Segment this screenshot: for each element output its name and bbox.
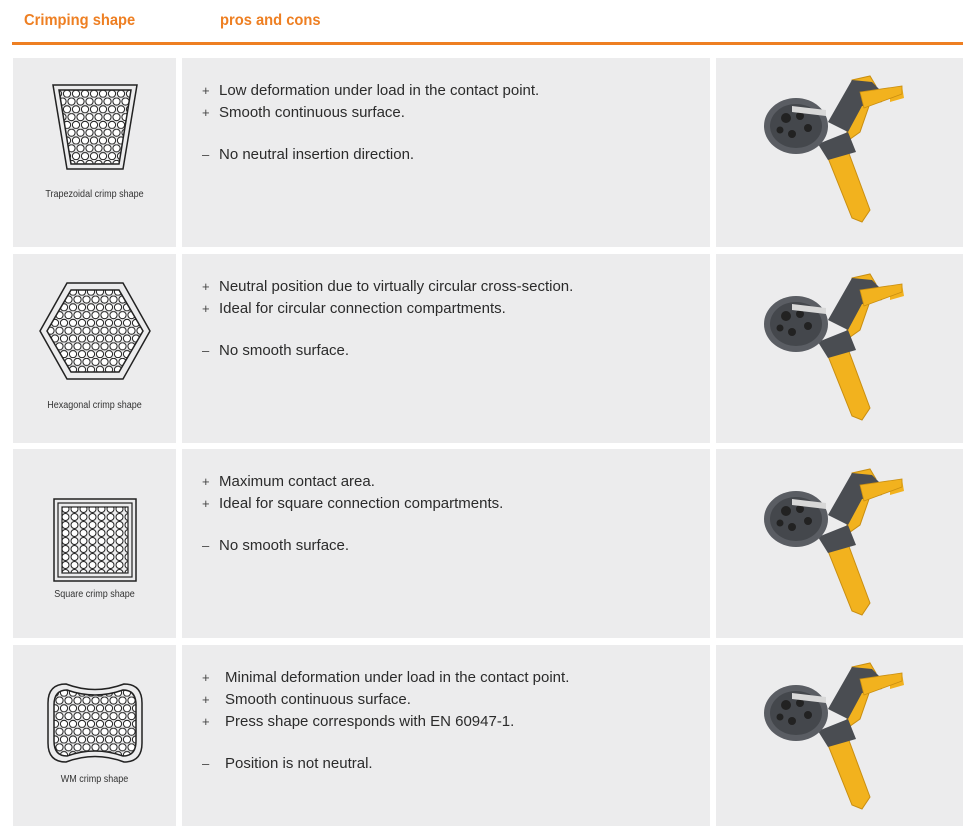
tool-image-cell (716, 254, 963, 443)
shape-cell (13, 645, 176, 826)
pro-text: Smooth continuous surface. (225, 691, 411, 708)
con-mark: – (202, 147, 210, 162)
tool-image-cell (716, 645, 963, 826)
pro-mark: + (202, 474, 210, 489)
crimping-tool-image (752, 270, 912, 430)
table-row (12, 254, 963, 443)
pro-mark: + (202, 83, 210, 98)
table-row (12, 58, 963, 247)
pro-mark: + (202, 279, 210, 294)
shape-caption: WM crimp shape (60, 774, 129, 785)
pro-mark: + (202, 670, 210, 685)
con-mark: – (202, 538, 210, 553)
column-header-shape: Crimping shape (24, 12, 136, 29)
column-header-pros-cons: pros and cons (220, 12, 321, 29)
con-mark: – (202, 756, 210, 771)
shape-cell (13, 449, 176, 638)
pro-text: Maximum contact area. (219, 473, 375, 490)
shape-caption: Trapezoidal crimp shape (45, 189, 144, 200)
pro-text: Minimal deformation under load in the contact point. (225, 669, 570, 686)
crimping-tool-image (752, 659, 912, 819)
con-text: No neutral insertion direction. (219, 146, 415, 163)
pros-cons-cell (182, 645, 710, 826)
pro-mark: + (202, 301, 210, 316)
table-row (12, 645, 963, 826)
pro-text: Neutral position due to virtually circular cross-section. (219, 278, 574, 295)
table-row (12, 449, 963, 638)
pros-cons-cell (182, 58, 710, 247)
crimping-tool-image (752, 72, 912, 232)
pro-text: Press shape corresponds with EN 60947-1. (225, 713, 515, 730)
pro-text: Low deformation under load in the contact point. (219, 82, 540, 99)
trapezoidal-shape-icon (49, 82, 141, 172)
pro-mark: + (202, 496, 210, 511)
pro-mark: + (202, 105, 210, 120)
tool-image-cell (716, 58, 963, 247)
crimping-tool-image (752, 465, 912, 625)
pro-mark: + (202, 692, 210, 707)
con-mark: – (202, 343, 210, 358)
pros-cons-cell (182, 449, 710, 638)
square-shape-icon (52, 497, 138, 583)
pro-text: Smooth continuous surface. (219, 104, 405, 121)
hexagonal-shape-icon (37, 280, 153, 382)
pros-cons-cell (182, 254, 710, 443)
con-text: Position is not neutral. (225, 755, 373, 772)
table-header (12, 0, 963, 45)
con-text: No smooth surface. (219, 537, 350, 554)
pro-text: Ideal for circular connection compartments. (219, 300, 506, 317)
con-text: No smooth surface. (219, 342, 350, 359)
shape-cell (13, 254, 176, 443)
pro-mark: + (202, 714, 210, 729)
tool-image-cell (716, 449, 963, 638)
shape-caption: Hexagonal crimp shape (47, 400, 142, 411)
shape-caption: Square crimp shape (54, 589, 135, 600)
shape-cell (13, 58, 176, 247)
pro-text: Ideal for square connection compartments. (219, 495, 504, 512)
wm-shape-icon (46, 681, 144, 765)
